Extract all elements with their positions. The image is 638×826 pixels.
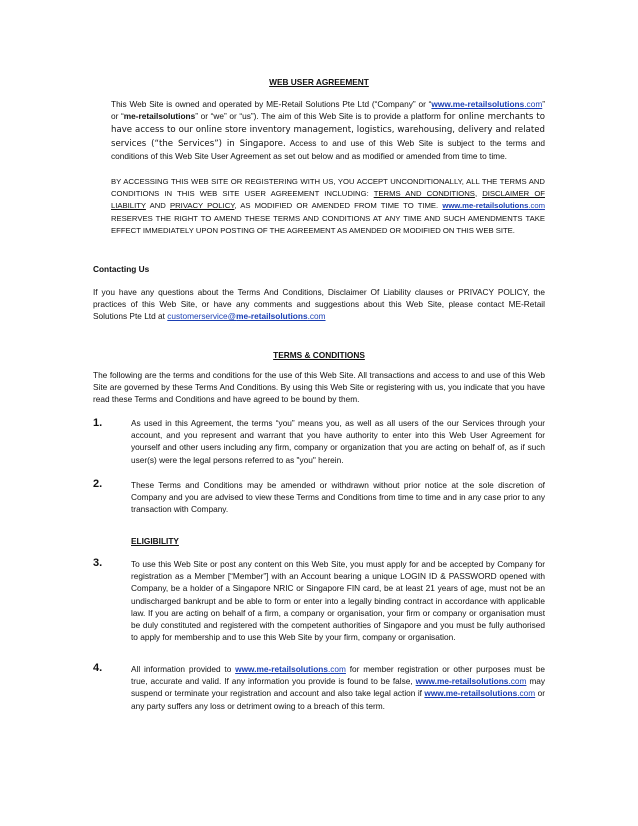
intro-brand: me-retailsolutions — [123, 111, 196, 122]
page-title: WEB USER AGREEMENT — [269, 77, 369, 87]
item-2-number: 2. — [93, 478, 103, 490]
item-4-text-b: for member registration or other purposes must be true, accurate and valid. If any information you provide is found to be false, — [131, 664, 545, 687]
item-4-text-a: All information provided to — [131, 664, 236, 674]
intro-text-a: This Web Site is owned and operated by ME-Retail Solutions Pte Ltd (“Company” or “ — [111, 99, 432, 109]
acceptance-paragraph — [111, 176, 545, 237]
disclaimer-link[interactable]: DISCLAIMER OF LIABILITY — [111, 189, 545, 211]
intro-paragraph — [111, 98, 545, 162]
intro-text-b: ” or “ — [111, 99, 545, 122]
acceptance-comma: , — [474, 189, 483, 199]
privacy-link[interactable]: PRIVACY POLICY — [170, 201, 235, 211]
acceptance-text-b: , AS MODIFIED OR AMENDED FROM TIME TO TIME. — [234, 201, 443, 211]
item-3-text: To use this Web Site or post any content on this Web Site, you must apply for and be accepted by Company for registration as a Member [“Member”] with an Account bearing a unique LOGIN ID & PASSWORD opened with Company, be a holder of a Singapore NRIC or Singapore FIN card, be at least 21 years of age, must not be an undischarged bankrupt and be able to form or enter into a legally binding contract in accordance with applicable law. If you are acting on behalf of a firm, a company or organisation, your firm or company or organisation must be duly constituted and registered with the competent authorities of Singapore and you must be fully authorised to apply for membership and to use this Web Site by your firm, company or organisation. — [131, 559, 545, 643]
item-4-text-d: or any party suffers any loss or detriment owing to a breach of this term. — [131, 688, 545, 711]
email-link[interactable]: customerservice@me-retailsolutions.com — [167, 311, 326, 322]
terms-link[interactable]: TERMS AND CONDITIONS — [373, 189, 475, 199]
item-4-link-1[interactable]: www.me-retailsolutions.com — [235, 664, 346, 674]
item-4-link-3[interactable]: www.me-retailsolutions.com — [424, 688, 536, 699]
contacting-text: If you have any questions about the Terms And Conditions, Disclaimer Of Liability clauses or PRIVACY POLICY, the practices of this Web Site, or have any comments and suggestions about this Web Site, please contact ME-Retail Solutions Pte Ltd at — [93, 287, 545, 322]
item-2-text: These Terms and Conditions may be amended or withdrawn without prior notice at the sole discretion of Company and you are advised to view these Terms and Conditions from time to time and in any case prior to any transaction with Company. — [131, 480, 545, 515]
contacting-paragraph — [93, 286, 545, 323]
website-link[interactable]: www.me-retailsolutions.com — [431, 99, 543, 109]
intro-text-e: Access to and use of this Web Site is subject to the terms and conditions of this Web Site User Agreement as set out below and as modified or amended from time to time. — [111, 137, 545, 161]
terms-intro: The following are the terms and conditions for the use of this Web Site. All transactions and access to and use of this Web Site are governed by these Terms And Conditions. By using this Web Site or registering with us, you indicate that you have read these Terms and Conditions and have agreed to be bound by them. — [93, 370, 545, 405]
item-3-number: 3. — [93, 557, 103, 569]
item-4-link-2[interactable]: www.me-retailsolutions.com — [415, 676, 527, 687]
eligibility-heading: ELIGIBILITY — [131, 536, 179, 546]
intro-text-d: for online merchants to have access to our online store inventory management, logistics, warehousing, delivery and related services (“the Services”) in Singapore. — [111, 112, 545, 149]
contacting-heading: Contacting Us — [93, 264, 150, 274]
item-1-text: As used in this Agreement, the terms “you” means you, as well as all users of the our Services through your account, and you represent and warrant that you have authority to enter into this Web User Agreement for yourself and other users including any firm, company or organization that you are acting on behalf of, as if such user(s) were the legal persons referred to as "you" herein. — [131, 418, 545, 465]
item-4-text — [131, 663, 545, 712]
item-1-number: 1. — [93, 417, 103, 429]
acceptance-text-a: BY ACCESSING THIS WEB SITE OR REGISTERING WITH US, YOU ACCEPT UNCONDITIONALLY, ALL THE TERMS AND CONDITIONS IN THIS WEB SITE USER AGREEMENT INCLUDING: — [111, 177, 545, 199]
item-4-number: 4. — [93, 662, 103, 674]
acceptance-text-c: RESERVES THE RIGHT TO AMEND THESE TERMS AND CONDITIONS AT ANY TIME AND SUCH AMENDMENTS TAKE EFFECT IMMEDIATELY UPON POSTING OF THE AGREEMENT AS AMENDED OR MODIFIED ON THIS WEB SITE. — [111, 213, 545, 235]
intro-text-c: ” or “we” or “us”). The aim of this Web Site is to provide a platform — [195, 111, 444, 122]
terms-heading: TERMS & CONDITIONS — [273, 350, 365, 360]
acceptance-and: AND — [145, 201, 170, 211]
item-4-text-c: may suspend or terminate your registration and account and also take legal action if — [131, 676, 545, 699]
website-link-2[interactable]: www.me-retailsolutions.com — [442, 201, 546, 211]
